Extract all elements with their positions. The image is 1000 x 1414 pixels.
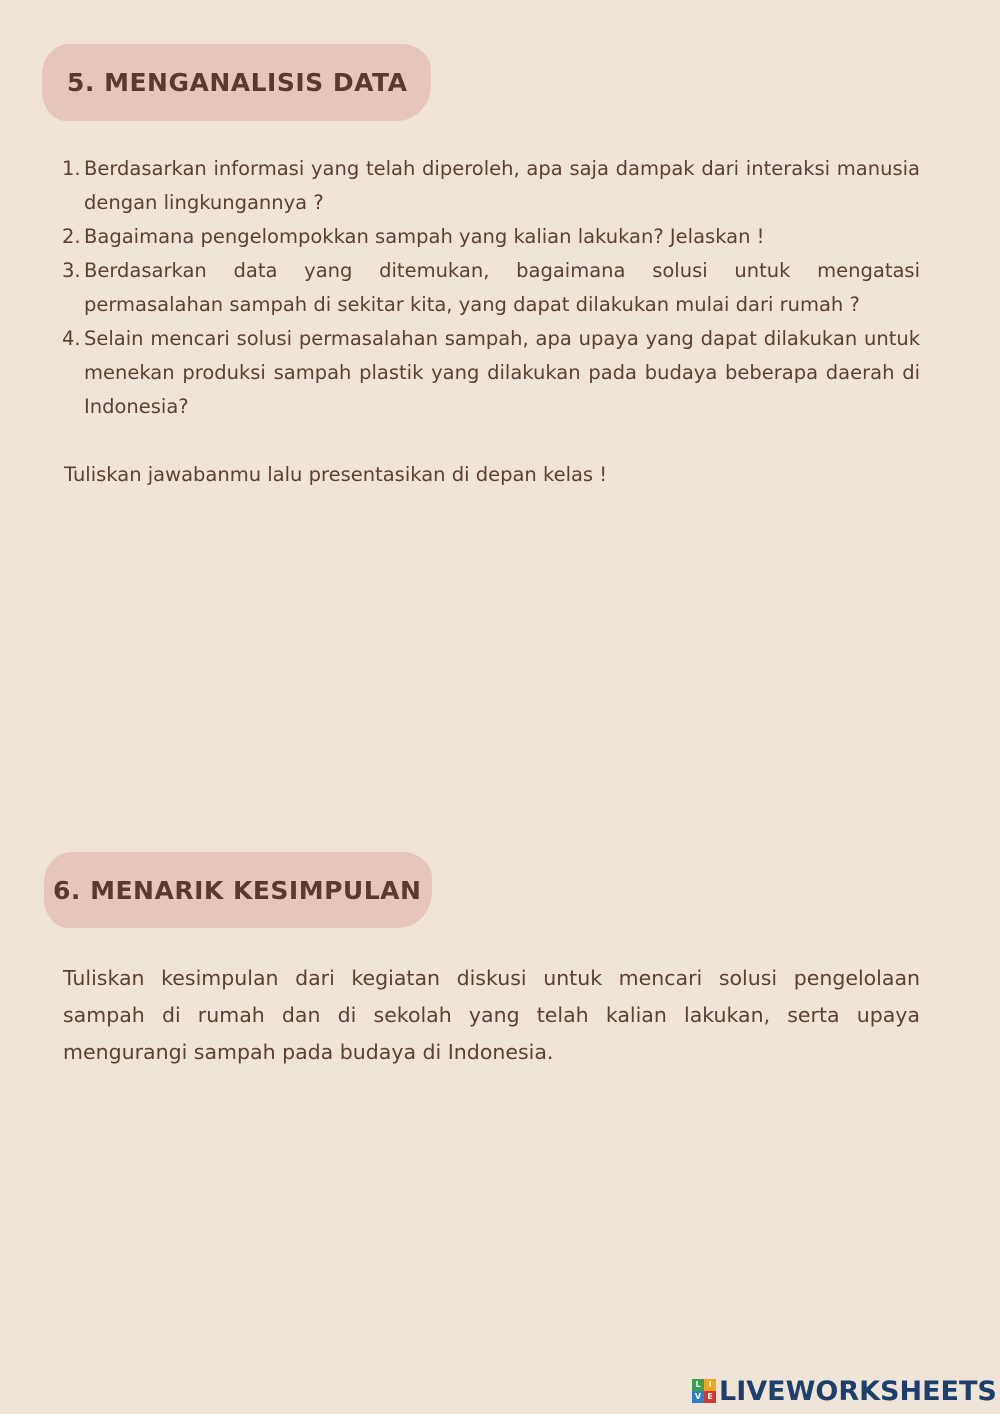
question-number: 2. <box>62 225 81 248</box>
logo-mark-letter: V <box>692 1391 704 1403</box>
logo-mark-letter: I <box>704 1379 716 1391</box>
question-number: 3. <box>62 259 81 282</box>
question-text: Berdasarkan informasi yang telah diperoleh, apa saja dampak dari interaksi manusia dengan lingkungannya ? <box>84 157 920 214</box>
conclusion-text: Tuliskan kesimpulan dari kegiatan diskusi untuk mencari solusi pengelolaan sampah di rumah dan di sekolah yang telah kalian lakukan, serta upaya mengurangi sampah pada budaya di Indonesia. <box>63 966 920 1064</box>
logo-mark-letter: E <box>704 1391 716 1403</box>
logo-mark-letter: L <box>692 1379 704 1391</box>
section-6-header <box>44 852 432 928</box>
section-5-header <box>42 44 431 121</box>
question-list <box>62 152 920 424</box>
liveworksheets-logo <box>692 1374 997 1408</box>
question-text: Berdasarkan data yang ditemukan, bagaimana solusi untuk mengatasi permasalahan sampah di sekitar kita, yang dapat dilakukan mulai dari rumah ? <box>84 259 920 316</box>
instruction-text: Tuliskan jawabanmu lalu presentasikan di depan kelas ! <box>64 463 608 486</box>
question-item <box>62 322 920 424</box>
question-item <box>62 254 920 322</box>
question-number: 4. <box>62 327 81 350</box>
question-text: Bagaimana pengelompokkan sampah yang kalian lakukan? Jelaskan ! <box>84 225 765 248</box>
question-item <box>62 220 920 254</box>
logo-text: LIVEWORKSHEETS <box>719 1375 997 1407</box>
section-5-title: 5. MENGANALISIS DATA <box>67 68 408 97</box>
question-item <box>62 152 920 220</box>
section-6-title: 6. MENARIK KESIMPULAN <box>53 875 422 905</box>
question-number: 1. <box>62 157 81 180</box>
logo-mark-icon <box>692 1379 716 1403</box>
question-text: Selain mencari solusi permasalahan sampah, apa upaya yang dapat dilakukan untuk menekan produksi sampah plastik yang dilakukan pada budaya beberapa daerah di Indonesia? <box>84 327 920 418</box>
